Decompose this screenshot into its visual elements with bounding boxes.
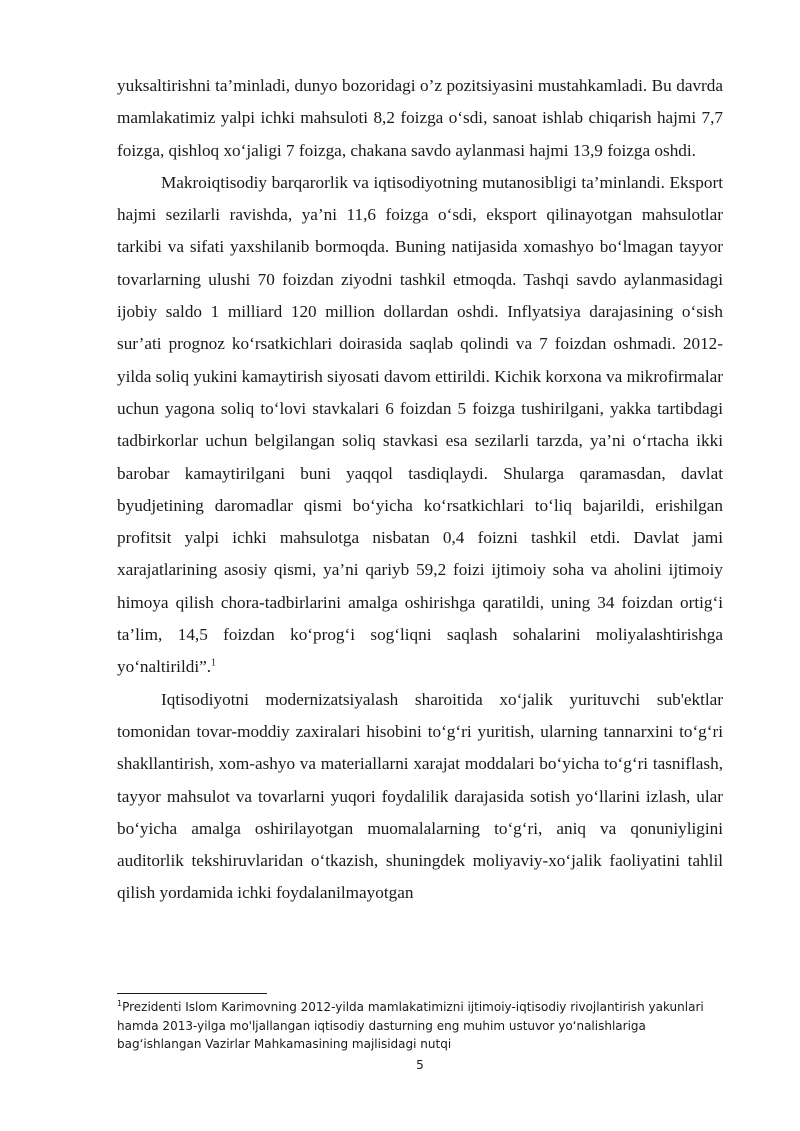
page-number: 5 bbox=[416, 1058, 424, 1072]
footnote-text: Prezidenti Islom Karimovning 2012-yilda mamlakatimizni ijtimoiy-iqtisodiy rivojlantirish yakunlari hamda 2013-yilga mo'ljallangan iqtisodiy dasturning eng muhim ustuvor yo‘nalishlariga bag‘ishlangan Vazirlar Mahkamasining majlisidagi nutqi bbox=[117, 1000, 704, 1051]
footnote-marker: 1 bbox=[117, 999, 123, 1008]
paragraph-3-text: Iqtisodiyotni modernizatsiyalash sharoitida xo‘jalik yurituvchi sub'ektlar tomonidan tovar-moddiy zaxiralari hisobini to‘g‘ri yuritish, ularning tannarxini to‘g‘ri shakllantirish, xom-ashyo va materiallarni xarajat moddalari bo‘yicha to‘g‘ri tasniflash, tayyor mahsulot va tovarlarni yuqori foydalilik darajasida sotish yo‘llarini izlash, ular bo‘yicha amalga oshirilayotgan muomalalarning to‘g‘ri, aniq va qonuniyligini auditorlik tekshiruvlaridan o‘tkazish, shuningdek moliyaviy-xo‘jalik faoliyatini tahlil qilish yordamida ichki foydalanilmayotgan bbox=[117, 689, 723, 903]
footnote-separator bbox=[117, 993, 267, 994]
paragraph-1 bbox=[117, 70, 723, 167]
footnote-reference[interactable]: 1 bbox=[211, 657, 217, 669]
body-text bbox=[117, 70, 723, 910]
paragraph-3 bbox=[117, 684, 723, 910]
paragraph-2-text: Makroiqtisodiy barqarorlik va iqtisodiyotning mutanosibligi ta’minlandi. Eksport hajmi sezilarli ravishda, ya’ni 11,6 foizga o‘sdi, eksport qilinayotgan mahsulotlar tarkibi va sifati yaxshilanib bormoqda. Buning natijasida xomashyo bo‘lmagan tayyor tovarlarning ulushi 70 foizdan ziyodni tashkil etmoqda. Tashqi savdo aylanmasidagi ijobiy saldo 1 milliard 120 million dollardan oshdi. Inflyatsiya darajasining o‘sish sur’ati prognoz ko‘rsatkichlari doirasida saqlab qolindi va 7 foizdan oshmadi. 2012-yilda soliq yukini kamaytirish siyosati davom ettirildi. Kichik korxona va mikrofirmalar uchun yagona soliq to‘lovi stavkalari 6 foizdan 5 foizga tushirilgani, yakka tartibdagi tadbirkorlar uchun belgilangan soliq stavkasi esa sezilarli tarzda, ya’ni o‘rtacha ikki barobar kamaytirilgani buni yaqqol tasdiqlaydi. Shularga qaramasdan, davlat byudjetining daromadlar qismi bo‘yicha ko‘rsatkichlari to‘liq bajarildi, erishilgan profitsit yalpi ichki mahsulotga nisbatan 0,4 foizni tashkil etdi. Davlat jami xarajatlarining asosiy qismi, ya’ni qariyb 59,2 foizi ijtimoiy soha va aholini ijtimoiy himoya qilish chora-tadbirlarini amalga oshirishga qaratildi, uning 34 foizdan ortig‘i ta’lim, 14,5 foizdan ko‘prog‘i sog‘liqni saqlash sohalarini moliyalashtirishga yo‘naltirildi”. bbox=[117, 172, 723, 677]
paragraph-2 bbox=[117, 167, 723, 684]
footnote bbox=[117, 998, 723, 1054]
paragraph-1-text: yuksaltirishni ta’minladi, dunyo bozoridagi o’z pozitsiyasini mustahkamladi. Bu davrda mamlakatimiz yalpi ichki mahsuloti 8,2 foizga o‘sdi, sanoat ishlab chiqarish hajmi 7,7 foizga, qishloq xo‘jaligi 7 foizga, chakana savdo aylanmasi hajmi 13,9 foizga oshdi. bbox=[117, 76, 723, 160]
